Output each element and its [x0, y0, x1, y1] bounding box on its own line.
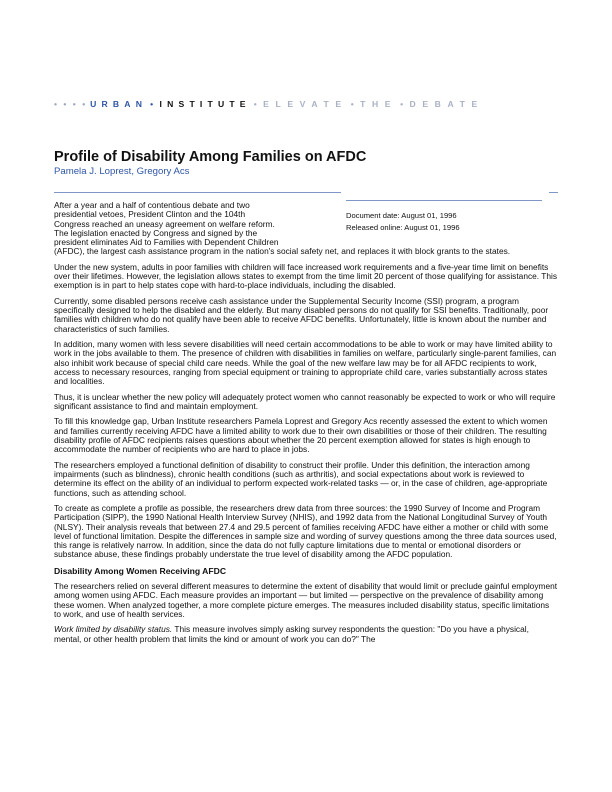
- paragraph-text: This measure involves simply asking survey respondents the question: "Do you have a physical, mental, or other health problem that limits the kind or amount of work you can do?" The: [54, 624, 529, 644]
- intro-line: presidential vetoes, President Clinton and the 104th: [54, 209, 246, 220]
- intro-line: Congress reached an uneasy agreement on welfare reform.: [54, 218, 275, 229]
- section-heading: Disability Among Women Receiving AFDC: [54, 565, 227, 576]
- banner-dots: • • • •: [54, 99, 88, 109]
- intro-line: president eliminates Aid to Families with Dependent Children: [54, 237, 279, 247]
- intro-block: [54, 201, 340, 247]
- page-title: Profile of Disability Among Families on AFDC: [54, 149, 367, 165]
- released-online-date: Released online: August 01, 1996: [346, 223, 460, 232]
- paragraph: Currently, some disabled persons receive cash assistance under the Supplemental Security Income (SSI) program, a program specifically designed to help the disabled and the elderly. But many disabled persons do not qualify for SSI benefits. Traditionally, poor families with children who do not qualify have been able to receive AFDC benefits. Unfortunately, little is known about the number and characteristics of such families.: [54, 295, 549, 334]
- author-link-loprest[interactable]: Pamela J. Loprest: [54, 166, 132, 177]
- author-link-acs[interactable]: Gregory Acs: [136, 166, 190, 177]
- divider-main: [54, 192, 341, 193]
- article-body: [54, 201, 558, 650]
- paragraph: In addition, many women with less severe disabilities will need certain accommodations to be able to work or may have limited ability to work in the jobs available to them. The presence of children with disabilities in families on welfare, particularly single-parent families, can also inhibit work because of special child care needs. While the goal of the new welfare law may be for all AFDC recipients to work, access to necessary resources, ranging from special equipment or training to appropriate child care, varies substantially across states and localities.: [54, 339, 557, 387]
- banner-elevate: ELEVATE: [263, 99, 348, 109]
- paragraph: To create as complete a profile as possible, the researchers drew data from three sources: the 1990 Survey of Income and Program Participation (SIPP), the 1990 National Health Interview Survey (NHIS), and 1992 data from the National Longitudinal Survey of Youth (NLSY). Their analysis reveals that between 27.4 and 29.5 percent of families receiving AFDC have either a mother or child with some level of functional limitation. Despite the differences in sample size and wording of survey questions among the three data sources used, this range is relatively narrow. In addition, since the data do not fully capture limitations due to mental or emotional disorders or substance abuse, these findings probably understate the true level of disability among the AFDC population.: [54, 503, 557, 560]
- intro-line: After a year and a half of contentious debate and two: [54, 200, 250, 210]
- paragraph: Under the new system, adults in poor families with children will face increased work requirements and a five-year time limit on benefits over their lifetimes. However, the legislation allows states to exempt from the time limit 20 percent of those qualifying for assistance. This exemption is in part to help states cope with hard-to-place individuals, including the disabled.: [54, 261, 558, 291]
- urban-institute-banner: • • • • URBAN • INSTITUTE • ELEVATE • THE • DEBATE: [54, 99, 484, 109]
- document-date: Document date: August 01, 1996: [346, 211, 457, 220]
- paragraph: [54, 625, 558, 644]
- divider-tick: [549, 192, 558, 193]
- banner-institute: INSTITUTE: [159, 99, 251, 109]
- paragraph: The researchers employed a functional definition of disability to construct their profile. Under this definition, the interaction among impairments (such as blindness), chronic health conditions (such as arthritis), and social expectations about work is reviewed to determine its effect on the ability of an individual to perform expected work-related tasks — or, in the case of children, age-appropriate functions, such as attending school.: [54, 459, 548, 498]
- paragraph: The researchers relied on several different measures to determine the extent of disability that would limit or preclude gainful employment among women using AFDC. Each measure provides an important — but limited — perspective on the prevalence of disability among these women. When analyzed together, a more complete picture emerges. The measures included disability status, specific limitations to work, and use of health services.: [54, 581, 558, 619]
- author-list: Pamela J. Loprest, Gregory Acs: [54, 166, 190, 177]
- paragraph: Thus, it is unclear whether the new policy will adequately protect women who cannot reasonably be expected to work or who will require significant assistance to find and maintain employment.: [54, 391, 556, 411]
- paragraph-lead: Work limited by disability status.: [54, 624, 173, 635]
- intro-line: The legislation enacted by Congress and signed by the: [54, 227, 258, 238]
- paragraph-intro-rest: (AFDC), the largest cash assistance program in the nation's social safety net, and replaces it with block grants to the states.: [54, 246, 511, 257]
- banner-debate: DEBATE: [409, 99, 484, 109]
- paragraph: To fill this knowledge gap, Urban Institute researchers Pamela Loprest and Gregory Acs recently assessed the extent to which women and families currently receiving AFDC have a limited ability to work due to their own disabilities or those of their children. The resulting disability profile of AFDC recipients raises questions about whether the 20 percent exemption allowed for states is high enough to accommodate the number of recipients who are hard to place in jobs.: [54, 416, 548, 455]
- banner-urban: URBAN: [90, 99, 148, 109]
- banner-the: THE: [360, 99, 398, 109]
